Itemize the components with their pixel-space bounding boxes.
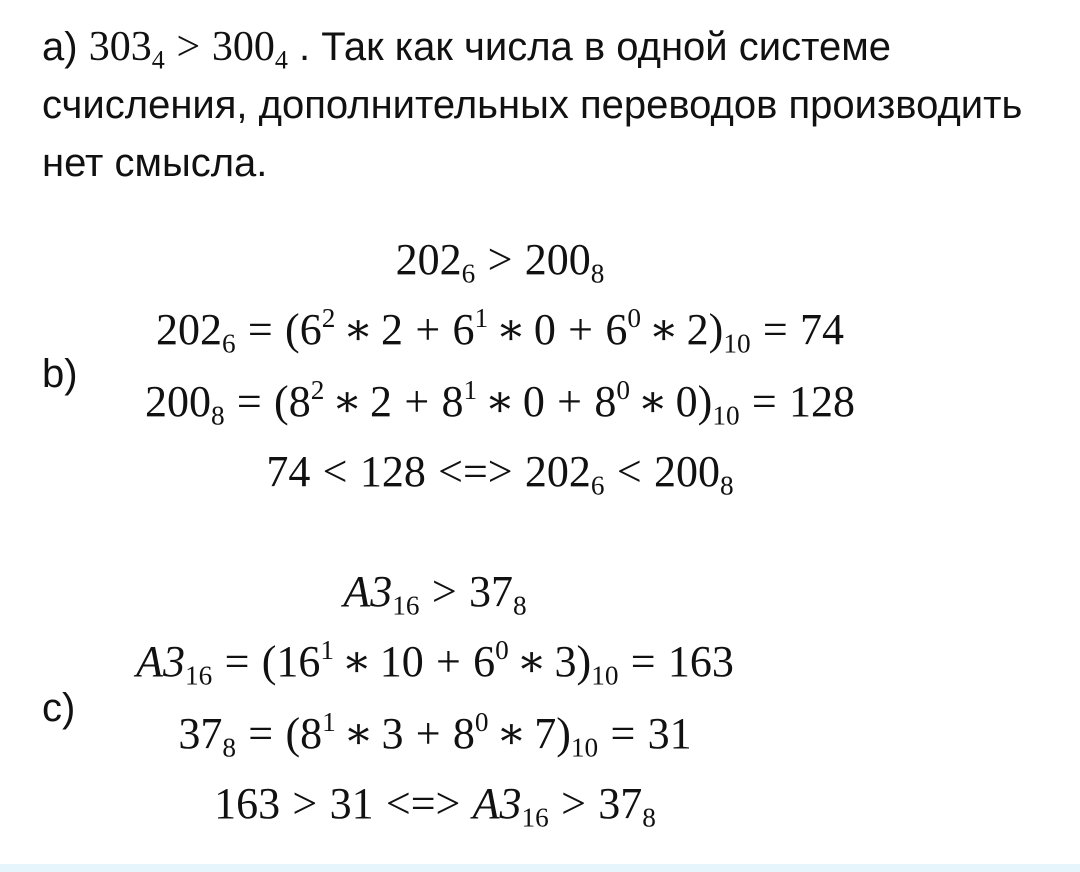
multiply-sign: ∗ [516,637,547,686]
operator: > [561,779,586,828]
multiply-sign: ∗ [343,709,374,758]
part-a-label: а) [42,25,78,69]
number: 202 [155,305,222,354]
result: 163 [667,637,734,686]
equals-sign: = [630,637,656,686]
part-c-conversion-a3 [0,635,870,691]
equals-sign: = [224,637,250,686]
open-paren: ( [274,377,289,426]
multiply-sign: ∗ [637,377,668,426]
exponent: 2 [310,375,325,406]
multiply-sign: ∗ [648,305,679,354]
multiply-sign: ∗ [341,637,372,686]
exponent: 1 [474,303,489,334]
base: 8 [719,470,734,501]
plus-sign: + [415,709,441,758]
power-base: 8 [300,709,323,758]
digit: 2 [381,305,404,354]
part-a-right-base: 4 [274,45,288,75]
base: 8 [642,802,656,833]
digit: 3 [381,709,404,758]
power-base: 6 [473,637,496,686]
number: 74 [266,447,311,496]
part-b-conversion-202 [0,303,1000,359]
exponent: 1 [322,707,336,738]
operator: < [616,447,642,496]
operator: > [431,567,457,616]
power-base: 8 [288,377,311,426]
base: 6 [221,328,236,359]
part-a-operator: > [176,24,201,70]
equivalence-sign: <=> [385,779,461,828]
radix: 10 [723,328,751,359]
power-base: 6 [299,305,322,354]
part-c-conversion-37 [0,707,870,763]
result: 128 [789,377,856,426]
number: 200 [653,447,720,496]
equals-sign: = [751,377,777,426]
plus-sign: + [436,637,461,686]
base: 8 [512,590,527,621]
digit: 10 [379,637,424,686]
equals-sign: = [236,377,262,426]
number: 202 [524,447,591,496]
digit: 7 [534,709,557,758]
base: 16 [184,660,213,691]
operator: > [292,779,318,828]
equals-sign: = [762,305,788,354]
close-paren: ) [556,709,571,758]
base: 8 [210,400,225,431]
base: 6 [461,258,476,289]
exponent: 0 [495,635,509,666]
multiply-sign: ∗ [343,305,374,354]
open-paren: ( [285,709,301,758]
digit: 2 [370,377,393,426]
radix: 10 [591,660,619,691]
number: 37 [178,709,223,758]
operator: > [487,235,513,284]
part-a-explanation: . Так как числа в одной системе счисления, дополнительных переводов производить нет смысла. [42,25,1023,185]
base: 6 [590,470,605,501]
number: 128 [359,447,426,496]
number: 200 [524,235,591,284]
base: 8 [590,258,605,289]
number: 200 [144,377,211,426]
power-base: 8 [452,709,475,758]
close-paren: ) [576,637,592,686]
equals-sign: = [248,709,274,758]
digit: 2 [686,305,709,354]
part-c-comparison [0,566,870,621]
part-c-conclusion [0,778,870,833]
digit: 0 [533,305,556,354]
plus-sign: + [415,305,441,354]
exponent: 0 [627,303,641,334]
plus-sign: + [404,377,430,426]
number: A3 [472,779,522,828]
bottom-divider-strip [0,864,1080,872]
part-b-label: b) [42,352,78,396]
base: 16 [392,590,420,621]
part-b-conversion-200 [0,375,1000,431]
multiply-sign: ∗ [496,305,526,354]
part-a-inequality [88,24,288,75]
power-base: 6 [452,305,475,354]
open-paren: ( [285,305,300,354]
power-base: 8 [594,377,617,426]
digit: 3 [554,637,577,686]
result: 31 [647,709,692,758]
equivalence-sign: <=> [438,447,513,496]
base: 16 [521,802,549,833]
equals-sign: = [610,709,636,758]
multiply-sign: ∗ [496,709,527,758]
exponent: 1 [320,635,334,666]
close-paren: ) [708,305,724,354]
exponent: 2 [321,303,336,334]
power-base: 16 [276,637,321,686]
part-a-paragraph [42,18,1052,192]
part-a-right-number: 300 [211,24,275,70]
digit: 0 [522,377,545,426]
part-c-label: c) [42,686,76,730]
part-a-left-number: 303 [88,24,152,70]
plus-sign: + [568,305,593,354]
base: 8 [222,732,236,763]
multiply-sign: ∗ [332,377,363,426]
exponent: 1 [463,375,478,406]
equals-sign: = [247,305,273,354]
plus-sign: + [557,377,582,426]
close-paren: ) [697,377,713,426]
number: 202 [395,235,462,284]
number: 37 [598,779,643,828]
number: 163 [214,779,281,828]
radix: 10 [570,732,599,763]
digit: 0 [675,377,698,426]
number: 37 [468,567,513,616]
part-b-conclusion [0,446,1000,501]
number: 31 [329,779,374,828]
power-base: 6 [605,305,628,354]
result: 74 [800,305,845,354]
radix: 10 [712,400,740,431]
part-b-comparison [0,234,1000,289]
multiply-sign: ∗ [485,377,515,426]
operator: < [322,447,348,496]
part-a-left-base: 4 [151,45,165,75]
power-base: 8 [441,377,464,426]
number: A3 [343,567,393,616]
exponent: 0 [616,375,630,406]
exponent: 0 [474,707,489,738]
number: A3 [136,637,185,686]
open-paren: ( [261,637,277,686]
